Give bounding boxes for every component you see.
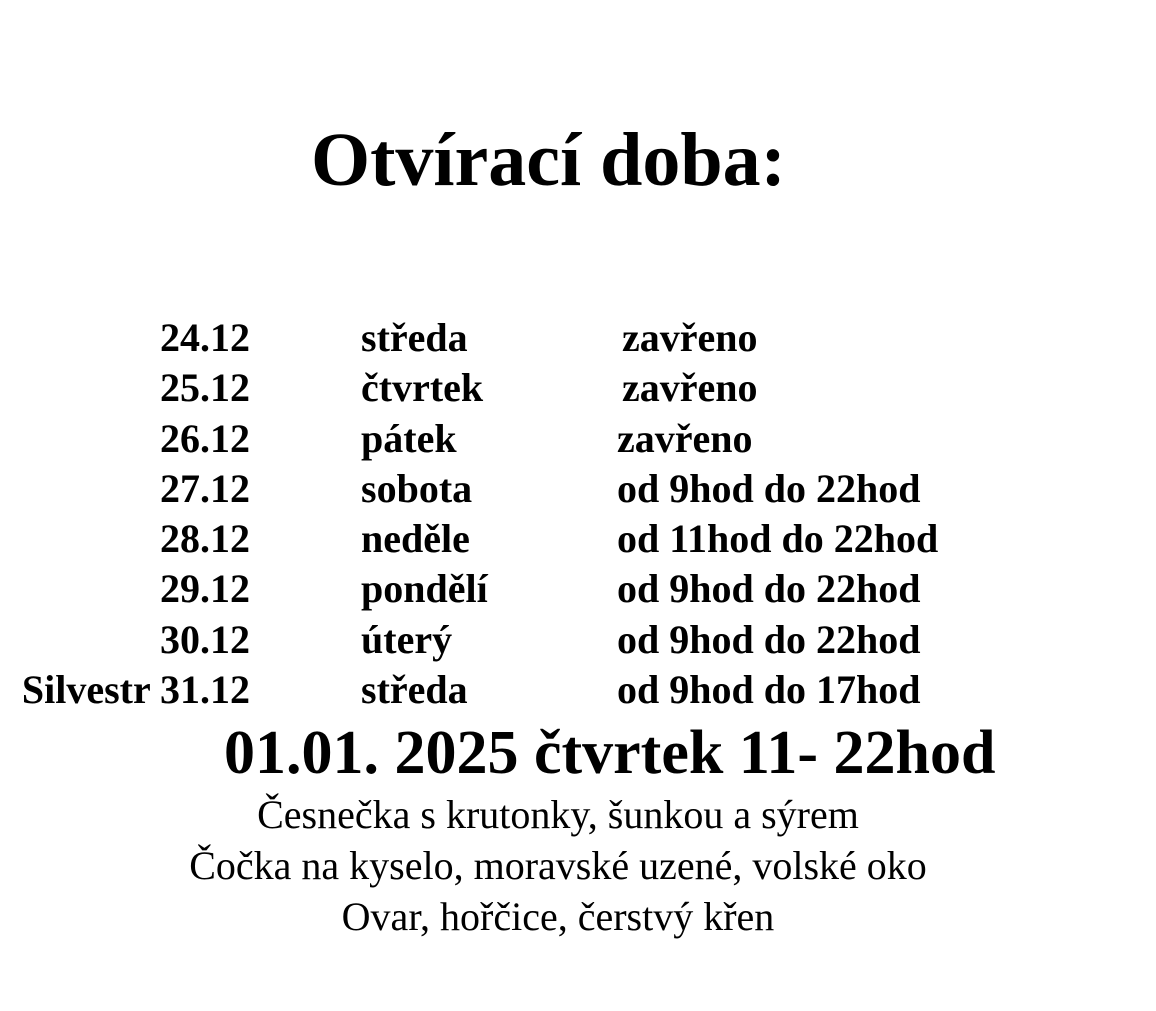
schedule-day: sobota <box>361 465 473 511</box>
schedule-hours: od 9hod do 22hod <box>617 465 921 511</box>
schedule-day: čtvrtek <box>361 365 484 411</box>
schedule-row <box>0 414 1156 464</box>
schedule-hours: zavřeno <box>622 315 758 360</box>
schedule-hours: zavřeno <box>617 415 753 461</box>
schedule-date: Silvestr 31.12 <box>21 667 250 713</box>
menu-item: Ovar, hořčice, čerstvý křen <box>341 894 775 939</box>
schedule-row <box>0 514 1156 564</box>
schedule-date: 27.12 <box>160 465 250 511</box>
schedule-day: pátek <box>361 415 457 461</box>
schedule-hours: od 11hod do 22hod <box>617 516 939 562</box>
schedule-day: neděle <box>361 516 470 562</box>
menu-item: Čočka na kyselo, moravské uzené, volské oko <box>189 843 927 888</box>
schedule-date: 26.12 <box>160 415 250 461</box>
schedule-date: 28.12 <box>160 516 250 562</box>
schedule-day: středa <box>361 667 468 713</box>
page-title: Otvírací doba: <box>311 118 786 202</box>
schedule-date: 24.12 <box>160 315 250 360</box>
schedule-row <box>0 363 1156 413</box>
schedule-date: 29.12 <box>160 566 250 612</box>
schedule-date: 30.12 <box>160 616 250 662</box>
new-year-hours: 01.01. 2025 čtvrtek 11- 22hod <box>224 719 996 787</box>
schedule-day: pondělí <box>361 566 488 612</box>
schedule-hours: od 9hod do 17hod <box>617 667 921 713</box>
menu-list <box>0 788 1116 941</box>
schedule-hours: zavřeno <box>622 365 758 411</box>
schedule-hours: od 9hod do 22hod <box>617 616 921 662</box>
schedule-day: úterý <box>361 616 453 662</box>
schedule-row <box>0 564 1156 614</box>
schedule-row <box>0 313 1156 363</box>
schedule-day: středa <box>361 315 468 360</box>
schedule-row <box>0 615 1156 665</box>
schedule-date: 25.12 <box>160 365 250 411</box>
opening-hours-schedule <box>0 313 1156 715</box>
schedule-row <box>0 464 1156 514</box>
menu-item: Česnečka s krutonky, šunkou a sýrem <box>257 792 859 837</box>
schedule-hours: od 9hod do 22hod <box>617 566 921 612</box>
schedule-row <box>0 665 1156 715</box>
